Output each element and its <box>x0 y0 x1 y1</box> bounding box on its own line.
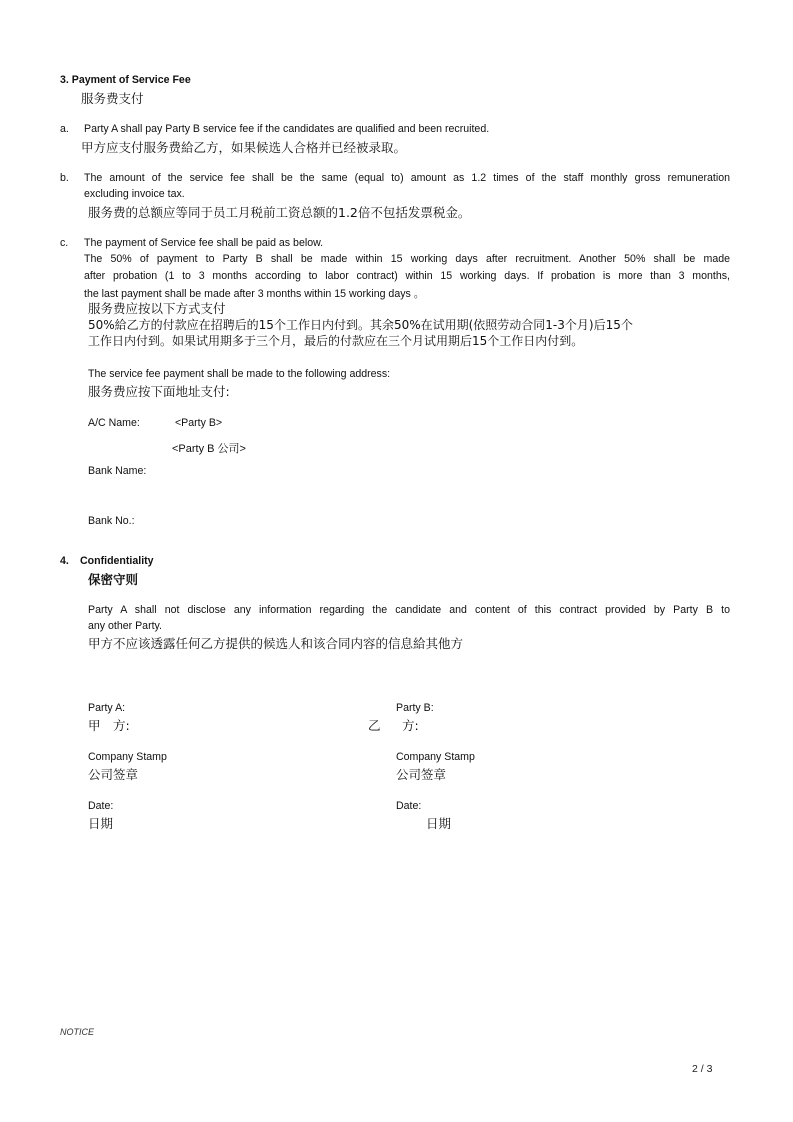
section-4-heading-zh: 保密守则 <box>88 572 139 587</box>
bank-no-label: Bank No.: <box>88 515 135 527</box>
item-c-line2-zh: 工作日内付到。如果试用期多于三个月，最后的付款应在三个月试用期后15个工作日内付到。 <box>88 334 584 348</box>
party-a-label-zh: 甲 方: <box>88 718 130 733</box>
party-b-date-label-zh: 日期 <box>426 816 452 831</box>
item-a-marker: a. <box>60 123 69 135</box>
item-b-text-line1: The amount of the service fee shall be the same (equal to) amount as 1.2 times of the staff monthly gross remuneration <box>84 172 730 184</box>
bank-name-label: Bank Name: <box>88 465 147 477</box>
party-a-date-label-zh: 日期 <box>88 816 114 831</box>
section-4-heading: Confidentiality <box>80 555 154 567</box>
party-a-stamp-label-zh: 公司签章 <box>88 767 139 782</box>
item-c-intro: The payment of Service fee shall be paid as below. <box>84 237 324 249</box>
party-a-label: Party A: <box>88 702 126 714</box>
party-b-label-zh: 方: <box>402 718 419 733</box>
section-4-number: 4. <box>60 555 69 567</box>
item-c-line2: after probation (1 to 3 months according to labor contract) within 15 working days. If probation is more than 3 months, <box>84 270 730 282</box>
party-b-char-zh: 乙 <box>368 718 381 733</box>
section-4-line2: any other Party. <box>88 620 162 632</box>
item-c-intro-zh: 服务费应按以下方式支付 <box>88 301 226 316</box>
section-4-zh: 甲方不应该透露任何乙方提供的候选人和该合同内容的信息給其他方 <box>88 636 464 651</box>
address-intro-zh: 服务费应按下面地址支付: <box>88 384 230 399</box>
item-c-marker: c. <box>60 237 69 249</box>
item-b-marker: b. <box>60 172 69 184</box>
address-intro: The service fee payment shall be made to the following address: <box>88 368 391 380</box>
party-a-date-label: Date: <box>88 800 114 812</box>
party-b-stamp-label-zh: 公司签章 <box>396 767 447 782</box>
ac-name-label: A/C Name: <box>88 417 140 429</box>
ac-name-value: <Party B> <box>175 417 223 429</box>
item-a-text: Party A shall pay Party B service fee if the candidates are qualified and been recruited. <box>84 123 490 135</box>
party-a-stamp-label: Company Stamp <box>88 751 167 763</box>
page-number: 2 / 3 <box>692 1063 713 1075</box>
item-c-line3: the last payment shall be made after 3 months within 15 working days 。 <box>84 288 425 300</box>
section-4-line1: Party A shall not disclose any information regarding the candidate and content of this contract provided by Party B to <box>88 604 730 616</box>
section-3-heading-zh: 服务费支付 <box>81 91 144 106</box>
item-c-line1-zh: 50%給乙方的付款应在招聘后的15个工作日内付到。其余50%在试用期(依照劳动合同1-3个月)后15个 <box>88 318 633 332</box>
item-b-text-line2: excluding invoice tax. <box>84 188 185 200</box>
party-b-stamp-label: Company Stamp <box>396 751 475 763</box>
party-b-label: Party B: <box>396 702 434 714</box>
item-a-text-zh: 甲方应支付服务费給乙方，如果候选人合格并已经被录取。 <box>81 140 407 155</box>
ac-name-value-zh: <Party B 公司> <box>172 443 246 455</box>
party-b-date-label: Date: <box>396 800 422 812</box>
footer-notice: NOTICE <box>60 1027 95 1037</box>
item-c-line1: The 50% of payment to Party B shall be made within 15 working days after recruitment. Another 50% shall be made <box>84 253 730 265</box>
section-3-heading: 3. Payment of Service Fee <box>60 74 191 86</box>
item-b-text-zh: 服务费的总额应等同于员工月税前工资总额的1.2倍不包括发票税金。 <box>88 205 471 220</box>
